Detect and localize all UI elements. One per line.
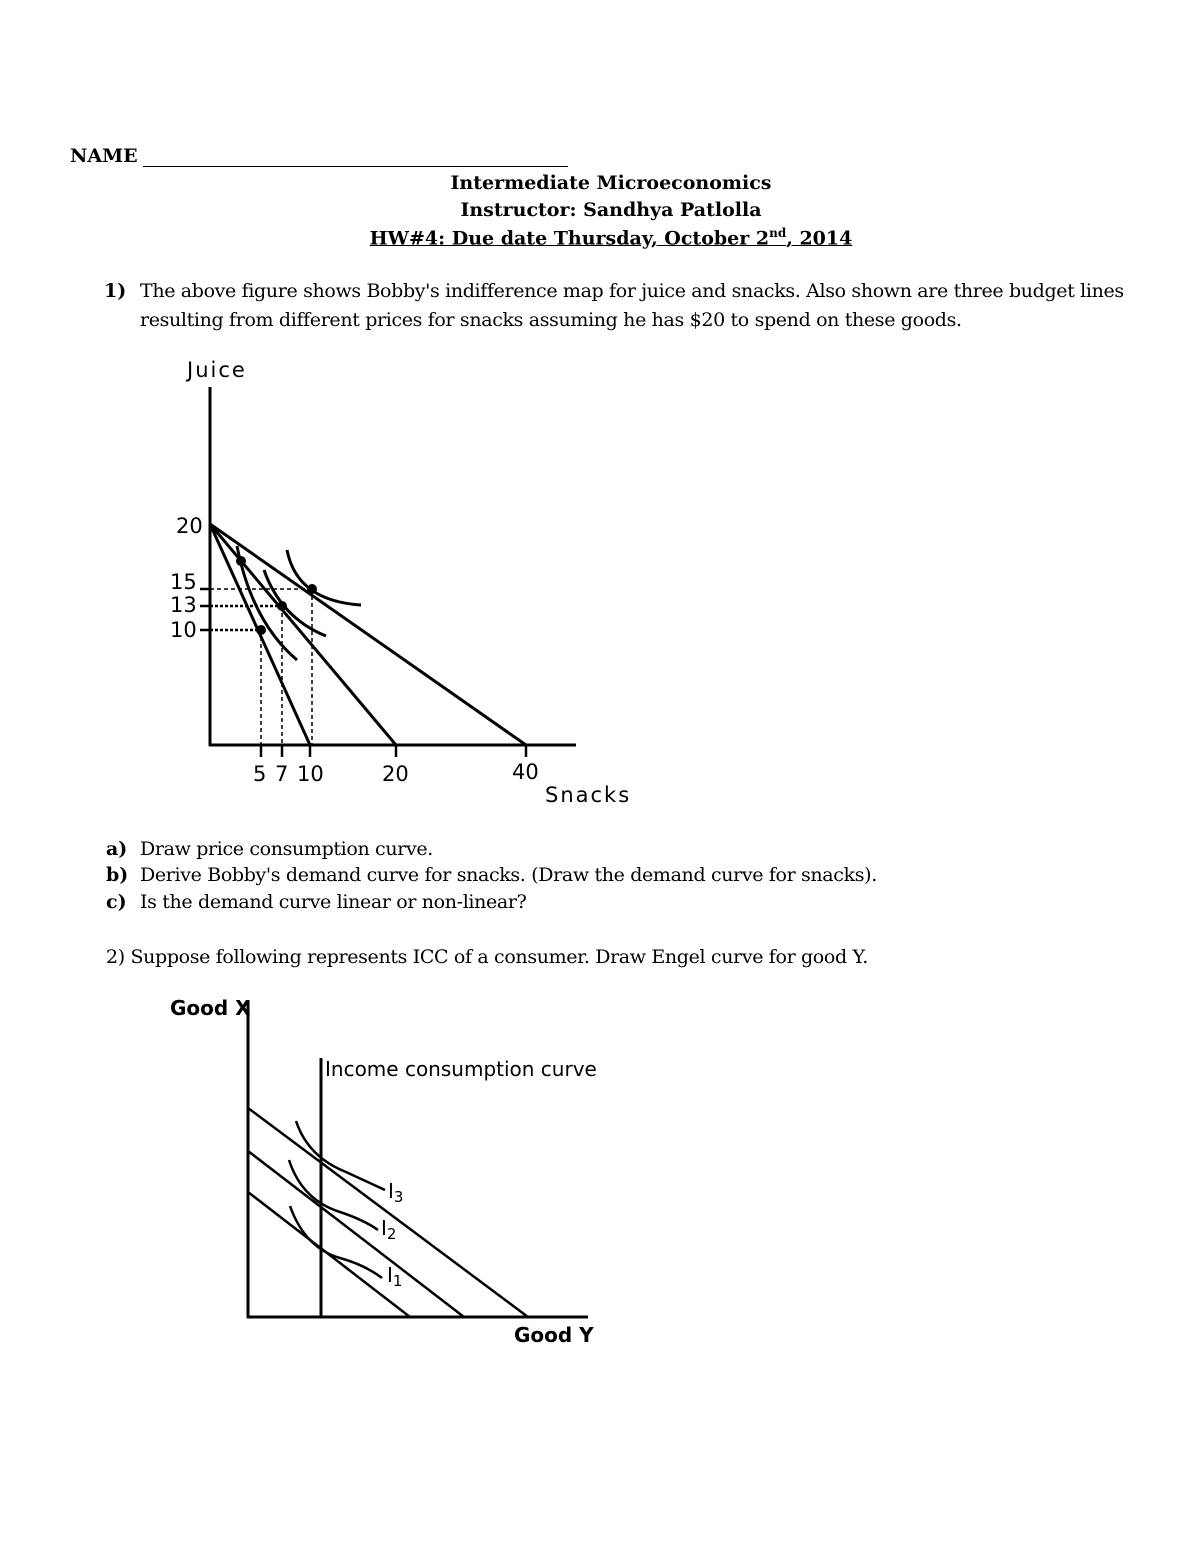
optimal-point-1 bbox=[256, 625, 266, 635]
q1a-label: a) bbox=[106, 838, 128, 860]
q1b-label: b) bbox=[106, 864, 129, 886]
q1b-text: Derive Bobby's demand curve for snacks. (Draw the demand curve for snacks). bbox=[140, 864, 877, 886]
q1a-text: Draw price consumption curve. bbox=[140, 838, 433, 860]
y-tick-10: 10 bbox=[170, 618, 197, 642]
course-title: Intermediate Microeconomics bbox=[450, 172, 772, 194]
y-tick-13: 13 bbox=[170, 593, 197, 617]
x-tick-40: 40 bbox=[512, 760, 539, 784]
x-tick-7: 7 bbox=[275, 762, 289, 786]
x-axis-label-good-y: Good Y bbox=[514, 1323, 594, 1347]
figure-indifference-map bbox=[150, 350, 650, 820]
y-tick-15: 15 bbox=[170, 570, 197, 594]
y-axis-label-good-x: Good X bbox=[170, 996, 251, 1020]
optimal-point-2 bbox=[277, 601, 287, 611]
figure-income-consumption bbox=[160, 990, 640, 1360]
name-field-line[interactable] bbox=[143, 166, 568, 167]
x-tick-5: 5 bbox=[253, 762, 267, 786]
q1-text-line2: resulting from different prices for snacks assuming he has $20 to spend on these goods. bbox=[140, 309, 962, 331]
q2-text: 2) Suppose following represents ICC of a consumer. Draw Engel curve for good Y. bbox=[106, 946, 868, 968]
y-axis-label-juice: Juice bbox=[187, 358, 247, 382]
indifference-curve-3 bbox=[287, 550, 361, 605]
label-i1: $I_1$ bbox=[387, 1263, 403, 1290]
q1c-label: c) bbox=[106, 891, 127, 913]
dotted-guides bbox=[210, 606, 282, 630]
x-axis-label-snacks: Snacks bbox=[545, 783, 632, 807]
name-label: NAME bbox=[70, 145, 138, 167]
x-tick-10: 10 bbox=[297, 762, 324, 786]
instructor-line: Instructor: Sandhya Patlolla bbox=[460, 199, 762, 221]
optimal-point-3 bbox=[307, 584, 317, 594]
q1-text-line1: The above figure shows Bobby's indifference map for juice and snacks. Also shown are three budget lines bbox=[140, 280, 1124, 302]
due-date-line: HW#4: Due date Thursday, October 2nd, 2014 bbox=[369, 226, 853, 250]
indifference-curve-i3 bbox=[296, 1121, 385, 1190]
extra-point bbox=[236, 556, 246, 566]
q1c-text: Is the demand curve linear or non-linear? bbox=[140, 891, 527, 913]
q1-number: 1) bbox=[104, 280, 127, 302]
label-i2: $I_2$ bbox=[381, 1216, 397, 1243]
x-tick-20: 20 bbox=[382, 762, 409, 786]
y-tick-20: 20 bbox=[176, 514, 203, 538]
icc-label: Income consumption curve bbox=[325, 1057, 597, 1081]
label-i3: $I_3$ bbox=[388, 1179, 404, 1206]
